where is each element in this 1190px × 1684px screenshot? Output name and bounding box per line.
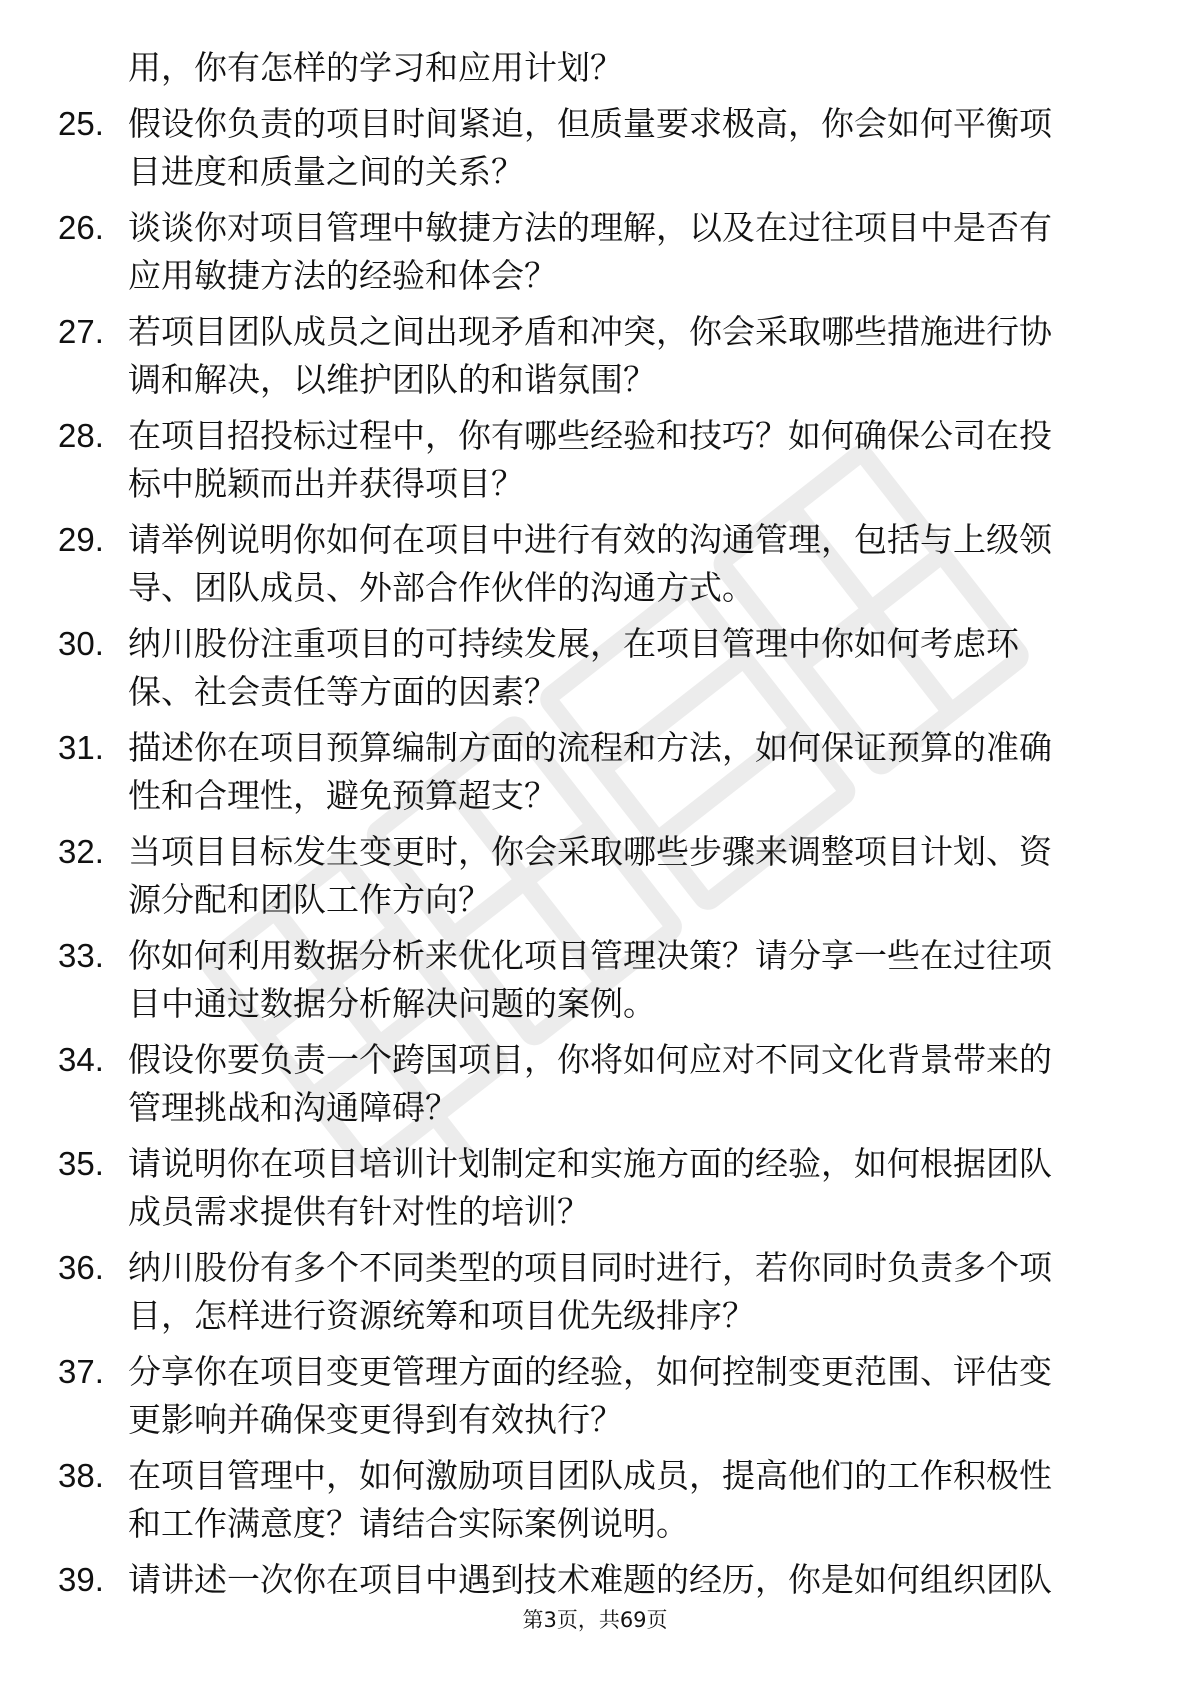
question-text-line-1: 分享你在项目变更管理方面的经验，如何控制变更范围、评估变 [128,1352,1052,1391]
question-item-30 [0,620,1190,716]
question-text-line-2: 目进度和质量之间的关系？ [128,152,524,191]
question-text-line-1: 描述你在项目预算编制方面的流程和方法，如何保证预算的准确 [128,728,1052,767]
question-number: 25. [58,105,104,142]
question-text-line-1: 在项目招投标过程中，你有哪些经验和技巧？如何确保公司在投 [128,416,1052,455]
question-text-line-2: 目，怎样进行资源统筹和项目优先级排序？ [128,1296,755,1335]
question-number: 31. [58,729,104,766]
question-content [0,44,1190,1612]
question-number: 35. [58,1145,104,1182]
question-text-line-1: 谈谈你对项目管理中敏捷方法的理解，以及在过往项目中是否有 [128,208,1052,247]
question-text-line-2: 保、社会责任等方面的因素？ [128,672,557,711]
question-item-29 [0,516,1190,612]
question-item-34 [0,1036,1190,1132]
question-item-38 [0,1452,1190,1548]
question-text-line-2: 应用敏捷方法的经验和体会？ [128,256,557,295]
question-text-line-2: 目中通过数据分析解决问题的案例。 [128,984,656,1023]
question-number: 37. [58,1353,104,1390]
question-item-33 [0,932,1190,1028]
question-item-32 [0,828,1190,924]
question-item-39 [0,1556,1190,1604]
question-number: 36. [58,1249,104,1286]
question-number: 30. [58,625,104,662]
question-item-25 [0,100,1190,196]
question-text-line-2: 和工作满意度？请结合实际案例说明。 [128,1504,689,1543]
question-list [0,100,1190,1604]
continued-question-text: 用，你有怎样的学习和应用计划？ [128,48,623,87]
question-item-31 [0,724,1190,820]
question-text-line-2: 成员需求提供有针对性的培训？ [128,1192,590,1231]
page-footer [0,1604,1190,1634]
page-number-label: 第3页，共69页 [522,1608,668,1632]
question-text-line-1: 你如何利用数据分析来优化项目管理决策？请分享一些在过往项 [128,936,1052,975]
question-text-line-2: 标中脱颖而出并获得项目？ [128,464,524,503]
question-text-line-2: 导、团队成员、外部合作伙伴的沟通方式。 [128,568,755,607]
question-item-27 [0,308,1190,404]
question-text-line-2: 性和合理性，避免预算超支？ [128,776,557,815]
question-text-line-1: 假设你负责的项目时间紧迫，但质量要求极高，你会如何平衡项 [128,104,1052,143]
question-text-line-1: 在项目管理中，如何激励项目团队成员，提高他们的工作积极性 [128,1456,1052,1495]
question-text-line-1: 请讲述一次你在项目中遇到技术难题的经历，你是如何组织团队 [128,1560,1052,1599]
question-item-36 [0,1244,1190,1340]
question-number: 27. [58,313,104,350]
question-number: 39. [58,1561,104,1598]
question-item-35 [0,1140,1190,1236]
question-text-line-2: 管理挑战和沟通障碍？ [128,1088,458,1127]
question-number: 32. [58,833,104,870]
question-number: 33. [58,937,104,974]
question-text-line-1: 请举例说明你如何在项目中进行有效的沟通管理，包括与上级领 [128,520,1052,559]
question-text-line-2: 更影响并确保变更得到有效执行？ [128,1400,623,1439]
question-number: 29. [58,521,104,558]
question-item-37 [0,1348,1190,1444]
question-number: 38. [58,1457,104,1494]
question-text-line-1: 请说明你在项目培训计划制定和实施方面的经验，如何根据团队 [128,1144,1052,1183]
question-item-26 [0,204,1190,300]
question-text-line-1: 纳川股份注重项目的可持续发展，在项目管理中你如何考虑环 [128,624,1019,663]
question-number: 34. [58,1041,104,1078]
question-text-line-1: 假设你要负责一个跨国项目，你将如何应对不同文化背景带来的 [128,1040,1052,1079]
question-text-line-1: 纳川股份有多个不同类型的项目同时进行，若你同时负责多个项 [128,1248,1052,1287]
question-text-line-2: 调和解决，以维护团队的和谐氛围？ [128,360,656,399]
question-text-line-1: 当项目目标发生变更时，你会采取哪些步骤来调整项目计划、资 [128,832,1052,871]
question-number: 26. [58,209,104,246]
question-number: 28. [58,417,104,454]
question-text-line-1: 若项目团队成员之间出现矛盾和冲突，你会采取哪些措施进行协 [128,312,1052,351]
question-item-28 [0,412,1190,508]
question-text-line-2: 源分配和团队工作方向？ [128,880,491,919]
